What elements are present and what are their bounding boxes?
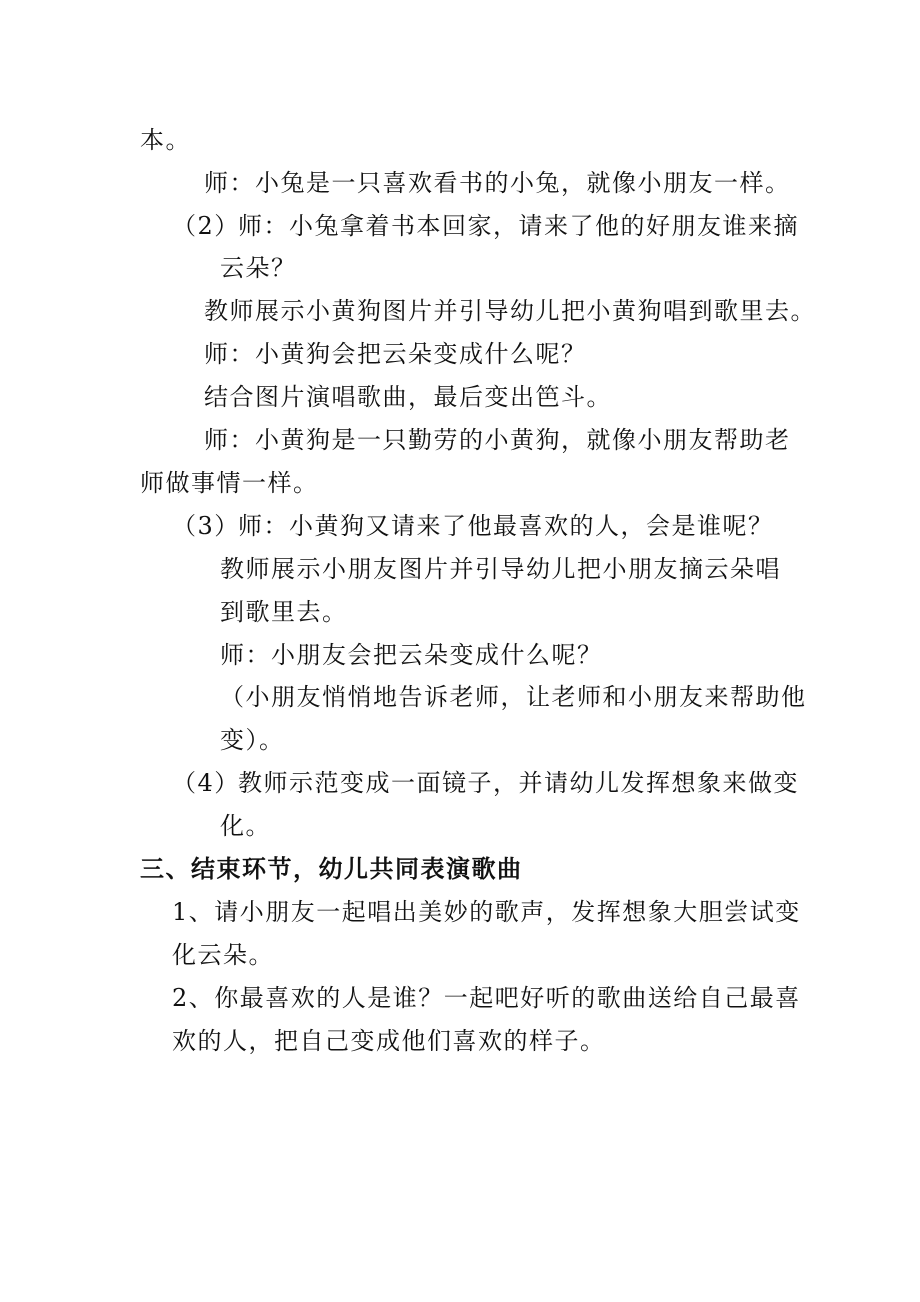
- paragraph-line: 变）。: [220, 726, 285, 754]
- paragraph-line: 到歌里去。: [220, 598, 348, 626]
- paragraph-line: 师做事情一样。: [140, 469, 319, 497]
- list-marker: （4）: [172, 769, 240, 797]
- paragraph-line: 师：小朋友会把云朵变成什么呢？: [220, 641, 603, 669]
- list-item-4: （4）教师示范变成一面镜子，并请幼儿发挥想象来做变: [172, 769, 799, 797]
- paragraph-line: 教师展示小黄狗图片并引导幼儿把小黄狗唱到歌里去。: [204, 297, 816, 325]
- paragraph-line: 2、你最喜欢的人是谁？一起吧好听的歌曲送给自己最喜: [172, 984, 801, 1012]
- list-item-2: （2）师：小兔拿着书本回家，请来了他的好朋友谁来摘: [172, 212, 799, 240]
- section-heading: 三、结束环节，幼儿共同表演歌曲: [140, 854, 523, 883]
- paragraph-line: 欢的人，把自己变成他们喜欢的样子。: [172, 1027, 606, 1055]
- paragraph-line: 化云朵。: [172, 941, 274, 969]
- paragraph-line: （小朋友悄悄地告诉老师，让老师和小朋友来帮助他: [220, 683, 807, 711]
- list-marker: （2）: [172, 212, 240, 240]
- paragraph-line: 师：小黄狗会把云朵变成什么呢？: [204, 340, 587, 368]
- list-item-3: （3）师：小黄狗又请来了他最喜欢的人，会是谁呢？: [172, 512, 774, 540]
- paragraph-line: 师：小黄狗是一只勤劳的小黄狗，就像小朋友帮助老: [204, 426, 791, 454]
- paragraph-line: 教师展示小朋友图片并引导幼儿把小朋友摘云朵唱: [220, 555, 781, 583]
- paragraph-line: 1、请小朋友一起唱出美妙的歌声，发挥想象大胆尝试变: [172, 898, 801, 926]
- paragraph-line: 云朵？: [220, 254, 297, 282]
- paragraph-line: 本。: [140, 126, 191, 154]
- paragraph-line: 结合图片演唱歌曲，最后变出笆斗。: [204, 383, 612, 411]
- paragraph-line: 师：小兔是一只喜欢看书的小兔，就像小朋友一样。: [204, 169, 791, 197]
- list-marker: （3）: [172, 512, 240, 540]
- paragraph-line: 化。: [220, 812, 271, 840]
